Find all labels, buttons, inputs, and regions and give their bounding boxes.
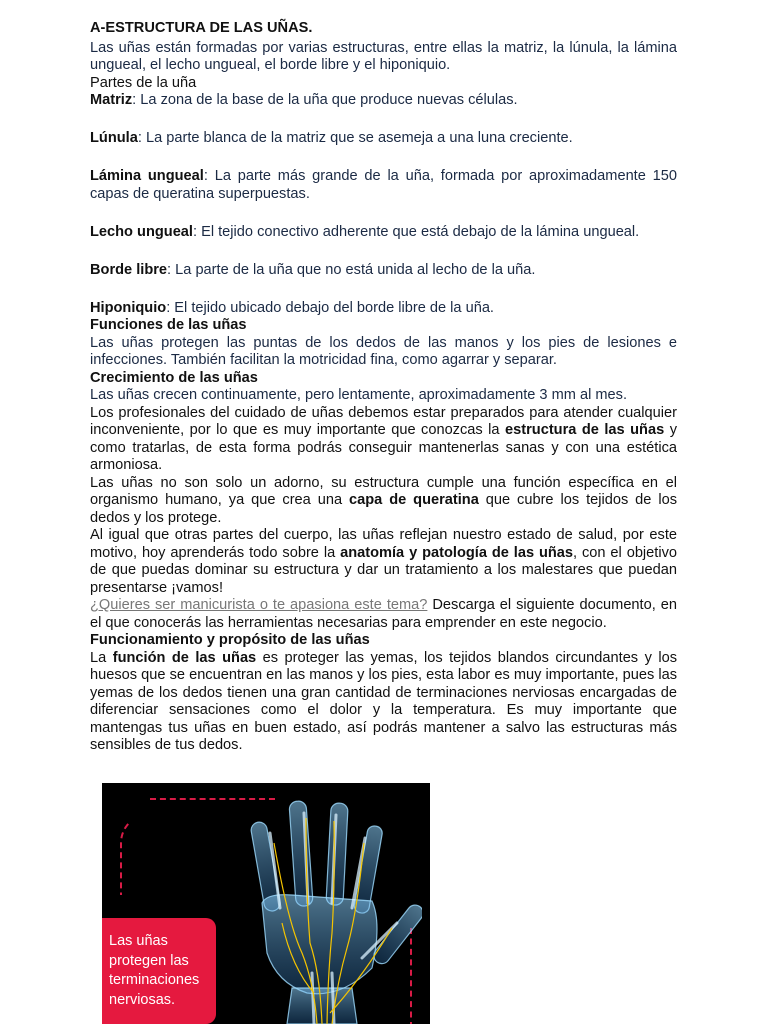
- purpose-heading: Funcionamiento y propósito de las uñas: [90, 632, 370, 648]
- part-term: Lecho ungueal: [90, 223, 193, 240]
- text-run: Descarga el siguiente documento, en el que conocerás las herramientas necesarias para emprender en este negocio.: [90, 597, 677, 631]
- part-desc: : El tejido conectivo adherente que está debajo de la lámina ungueal.: [192, 223, 640, 240]
- callout-line: Las uñas: [109, 933, 168, 949]
- document-title: A-ESTRUCTURA DE LAS UÑAS.: [90, 20, 313, 36]
- bold-run: capa de queratina: [349, 492, 479, 508]
- growth-text: Las uñas crecen continuamente, pero lentamente, aproximadamente 3 mm al mes.: [90, 387, 628, 403]
- document-body: [90, 20, 677, 755]
- part-desc: : El tejido ubicado debajo del borde libre de la uña.: [166, 299, 494, 316]
- decorative-dash: [120, 813, 152, 895]
- part-desc: : La parte más grande de la uña, formada por aproximadamente 150 capas de queratina superpuestas.: [90, 168, 678, 202]
- text-run: Los profesionales del cuidado de uñas debemos estar preparados para atender cualquier inconveniente, por lo que es muy importante que conozcas la: [90, 404, 677, 438]
- purpose-text: [90, 650, 677, 755]
- text-run: Al igual que otras partes del cuerpo, las uñas reflejan nuestro estado de salud, por este motivo, hoy aprenderás todo sobre la: [90, 527, 677, 561]
- part-lamina: [90, 168, 677, 203]
- callout-line: nerviosas.: [109, 991, 176, 1008]
- part-matriz: [90, 92, 677, 110]
- functions-text: Las uñas protegen las puntas de los dedos de las manos y los pies de lesiones e infecciones. También facilitan la motricidad fina, como agarrar y separar.: [90, 334, 677, 368]
- part-desc: : La parte de la uña que no está unida al lecho de la uña.: [167, 261, 536, 278]
- paragraph-download: [90, 597, 677, 632]
- text-run: La: [90, 649, 113, 666]
- functions-heading: Funciones de las uñas: [90, 317, 247, 333]
- part-hiponiquio: [90, 300, 677, 318]
- parts-heading: Partes de la uña: [90, 74, 197, 91]
- bold-run: estructura de las uñas: [505, 422, 665, 438]
- hand-nerves-figure: [102, 783, 430, 1024]
- bold-run: función de las uñas: [112, 649, 257, 666]
- part-term: Hiponiquio: [90, 299, 167, 316]
- callout-line: protegen las: [109, 952, 189, 969]
- part-lunula: [90, 130, 677, 148]
- intro-paragraph: Las uñas están formadas por varias estructuras, entre ellas la matriz, la lúnula, la lámina ungueal, el lecho ungueal, el borde libre y el hiponiquio.: [90, 39, 677, 73]
- growth-heading: Crecimiento de las uñas: [90, 369, 258, 386]
- text-run: Las uñas no son solo un adorno, su estructura cumple una función específica en el organismo humano, ya que crea una: [90, 474, 677, 508]
- text-run: y como tratarlas, de esta forma podrás conseguir mantenerlas sanas y con una estética armoniosa.: [90, 422, 677, 473]
- part-borde: [90, 262, 677, 280]
- paragraph-professionals: [90, 405, 677, 475]
- part-term: Lámina ungueal: [90, 168, 204, 184]
- callout-box: [102, 918, 216, 1024]
- manicurist-link[interactable]: ¿Quieres ser manicurista o te apasiona este tema?: [90, 597, 428, 613]
- part-desc: : La parte blanca de la matriz que se asemeja a una luna creciente.: [137, 130, 573, 146]
- text-run: que cubre los tejidos de los dedos y los protege.: [90, 492, 677, 526]
- paragraph-health: [90, 527, 677, 597]
- text-run: es proteger las yemas, los tejidos blandos circundantes y los huesos que se encuentran en las manos y los pies, esta labor es muy importante, pues las yemas de los dedos tienen una gran cantidad de terminaciones nerviosas encargadas de diferenciar sensaciones como el dolor y la temperatura. Es muy importante que mantengas tus uñas en buen estado, así podrás mantener a salvo las estructuras más sensibles de tus dedos.: [90, 649, 677, 753]
- part-term: Matriz: [90, 92, 133, 108]
- text-run: , con el objetivo de que puedas dominar su estructura y dar un tratamiento a los malestares que puedan presentarse ¡vamos!: [90, 544, 677, 596]
- part-lecho: [90, 224, 677, 242]
- callout-line: terminaciones: [109, 972, 200, 988]
- part-desc: : La zona de la base de la uña que produce nuevas células.: [132, 92, 518, 108]
- part-term: Borde libre: [90, 261, 168, 278]
- bold-run: anatomía y patología de las uñas: [340, 544, 574, 561]
- hand-xray-illustration: [222, 783, 422, 1024]
- paragraph-adornment: [90, 475, 677, 528]
- part-term: Lúnula: [90, 130, 138, 146]
